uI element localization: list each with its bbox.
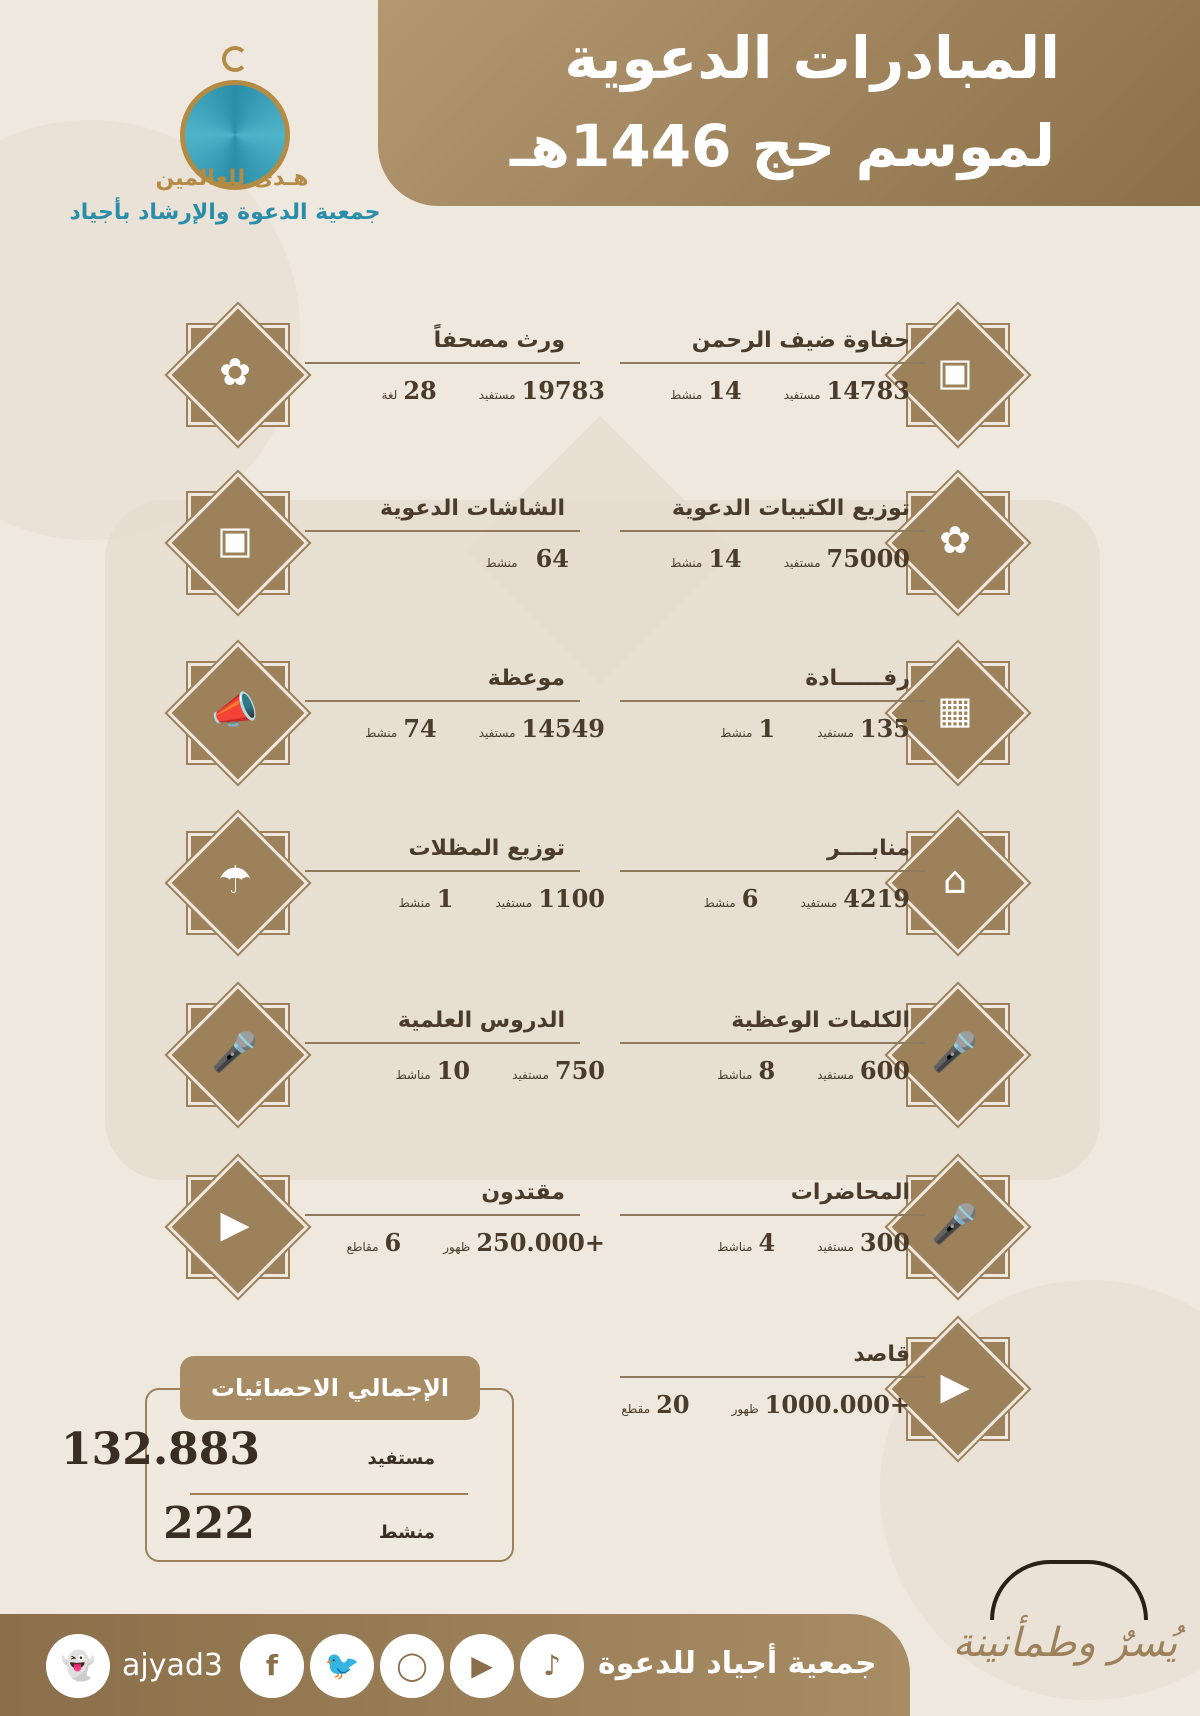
- tiktok-icon[interactable]: ♪: [520, 1634, 584, 1698]
- initiative-stats: [359, 714, 605, 746]
- initiative-title: مقتدون: [481, 1180, 565, 1205]
- initiative-card: [620, 310, 950, 430]
- divider-line: [305, 1042, 580, 1044]
- stat-secondary-value: 8: [758, 1056, 776, 1085]
- totals-beneficiaries-row: [60, 1424, 475, 1484]
- page-title: المبادرات الدعوية: [564, 24, 1060, 92]
- twitter-icon[interactable]: 🐦: [310, 1634, 374, 1698]
- stat-primary-value: 300: [859, 1228, 910, 1257]
- stat-secondary-value: 64: [535, 544, 569, 573]
- stat-secondary-unit: منشط: [365, 726, 398, 740]
- totals-activities-value: 222: [163, 1498, 255, 1549]
- initiative-card: [620, 818, 950, 938]
- stat-primary-value: 14783: [826, 376, 910, 405]
- slogan-logo: [950, 1560, 1180, 1690]
- stat-secondary-value: 28: [403, 376, 437, 405]
- initiative-card: [305, 990, 635, 1110]
- slogan-text: يُسرٌ وطمأنينة: [952, 1620, 1178, 1666]
- totals-divider: [190, 1493, 468, 1495]
- divider-line: [620, 1376, 925, 1378]
- stat-secondary-unit: مقطع: [621, 1402, 651, 1416]
- logo-name: هـدى للعالمين: [155, 166, 309, 191]
- initiative-title: المحاضرات: [790, 1180, 910, 1205]
- stat-secondary-unit: منشط: [670, 556, 703, 570]
- stat-secondary-value: 20: [656, 1390, 690, 1419]
- stat-secondary-unit: مناشط: [717, 1240, 753, 1254]
- initiative-stats: [664, 544, 910, 576]
- video-icon: ▶: [940, 1364, 970, 1408]
- page-subtitle: لموسم حج 1446هـ: [509, 112, 1055, 180]
- microphone-icon: 🎤: [931, 1030, 979, 1074]
- initiative-card: [620, 478, 950, 598]
- totals-beneficiaries-value: 132.883: [60, 1424, 260, 1475]
- initiative-title: الشاشات الدعوية: [379, 496, 565, 521]
- divider-line: [305, 1214, 580, 1216]
- initiative-title: ورث مصحفاً: [433, 328, 565, 353]
- star-badge: [170, 645, 300, 775]
- stat-secondary-unit: منشط: [670, 388, 703, 402]
- stat-secondary-unit: منشط: [703, 896, 736, 910]
- divider-line: [620, 530, 925, 532]
- initiative-card: [620, 1324, 950, 1444]
- stat-primary-unit: مستفيد: [478, 388, 516, 402]
- initiative-title: قاصد: [853, 1342, 910, 1367]
- stat-primary-unit: مستفيد: [817, 726, 854, 740]
- stat-secondary-unit: مناشط: [717, 1068, 753, 1082]
- microphone-icon: 🎤: [931, 1202, 979, 1246]
- initiative-title: الدروس العلمية: [397, 1008, 565, 1033]
- stat-secondary-unit: منشط: [720, 726, 753, 740]
- initiative-card: [620, 1162, 950, 1282]
- initiative-stats: [664, 376, 910, 408]
- stat-primary-value: 14549: [521, 714, 605, 743]
- star-badge: [170, 815, 300, 945]
- stat-secondary-unit: مناشط: [395, 1068, 431, 1082]
- totals-beneficiaries-label: مستفيد: [367, 1448, 435, 1469]
- microphone-icon: 🎤: [211, 1030, 259, 1074]
- instagram-icon[interactable]: ◯: [380, 1634, 444, 1698]
- initiative-stats: [393, 884, 605, 916]
- initiative-title: الكلمات الوعظية: [731, 1008, 910, 1033]
- stat-secondary-unit: منشط: [398, 896, 431, 910]
- initiative-title: موعظة: [487, 666, 565, 691]
- divider-line: [620, 700, 925, 702]
- divider-line: [620, 870, 925, 872]
- totals-activities-row: [163, 1498, 475, 1558]
- stat-secondary-unit: لغة: [381, 388, 398, 402]
- stat-primary-unit: مستفيد: [783, 388, 821, 402]
- megaphone-icon: 📣: [211, 688, 259, 732]
- divider-line: [305, 700, 580, 702]
- stat-secondary-unit: مقاطع: [346, 1240, 379, 1254]
- stat-primary-unit: مستفيد: [512, 1068, 549, 1082]
- stat-primary-value: 75000: [826, 544, 910, 573]
- kaaba-icon: ▣: [937, 350, 973, 394]
- initiative-stats: [479, 544, 605, 576]
- booklet-icon: ✿: [939, 518, 971, 562]
- stat-secondary-value: 6: [741, 884, 759, 913]
- divider-line: [620, 1042, 925, 1044]
- stat-secondary-value: 14: [708, 376, 742, 405]
- presentation-icon: ▦: [937, 688, 973, 732]
- logo: [40, 20, 381, 225]
- initiative-title: حفاوة ضيف الرحمن: [691, 328, 910, 353]
- initiative-title: توزيع المظلات: [408, 836, 565, 861]
- stat-primary-unit: مستفيد: [817, 1240, 854, 1254]
- stat-primary-value: 1100: [538, 884, 605, 913]
- initiative-stats: [340, 1228, 605, 1260]
- stat-primary-unit: ظهور: [731, 1402, 759, 1416]
- initiative-card: [620, 648, 950, 768]
- initiative-card: [305, 310, 635, 430]
- stat-primary-unit: مستفيد: [495, 896, 533, 910]
- initiative-stats: [714, 714, 910, 746]
- social-handle: ajyad3: [122, 1648, 223, 1683]
- monitor-icon: ▣: [217, 518, 253, 562]
- divider-line: [305, 870, 580, 872]
- crescent-icon: [222, 46, 248, 72]
- initiative-title: رفــــــادة: [805, 666, 910, 691]
- initiative-stats: [711, 1056, 910, 1088]
- stat-primary-unit: مستفيد: [478, 726, 516, 740]
- initiative-stats: [390, 1056, 605, 1088]
- initiative-stats: [375, 376, 605, 408]
- initiative-stats: [711, 1228, 910, 1260]
- stat-secondary-value: 1: [758, 714, 776, 743]
- initiative-card: [305, 818, 635, 938]
- totals-title: الإجمالي الاحصائيات: [180, 1356, 480, 1420]
- star-badge: [170, 987, 300, 1117]
- stat-secondary-value: 10: [436, 1056, 471, 1085]
- mosque-icon: ⌂: [942, 858, 968, 902]
- snapchat-icon[interactable]: 👻: [46, 1634, 110, 1698]
- stat-secondary-value: 74: [403, 714, 437, 743]
- stat-primary-unit: مستفيد: [817, 1068, 854, 1082]
- stat-primary-value: 135: [859, 714, 910, 743]
- initiative-card: [305, 648, 635, 768]
- stat-primary-value: +1000.000: [764, 1390, 910, 1419]
- quran-icon: ✿: [219, 350, 251, 394]
- star-badge: [170, 475, 300, 605]
- initiative-card: [305, 1162, 635, 1282]
- stat-secondary-unit: منشط: [485, 556, 518, 570]
- star-badge: [170, 307, 300, 437]
- stat-primary-value: 19783: [521, 376, 605, 405]
- stat-primary-unit: مستفيد: [800, 896, 838, 910]
- video-icon: ▶: [220, 1202, 250, 1246]
- initiative-title: منابــــر: [827, 836, 910, 861]
- initiative-card: [620, 990, 950, 1110]
- logo-org-name: جمعية الدعوة والإرشاد بأجياد: [69, 200, 381, 225]
- stat-secondary-value: 6: [384, 1228, 402, 1257]
- stat-secondary-value: 14: [708, 544, 742, 573]
- youtube-icon[interactable]: ▶: [450, 1634, 514, 1698]
- facebook-icon[interactable]: f: [240, 1634, 304, 1698]
- umbrella-icon: ☂: [217, 858, 253, 902]
- divider-line: [620, 1214, 925, 1216]
- initiative-card: [305, 478, 635, 598]
- arch-icon: [990, 1560, 1148, 1620]
- stat-primary-value: 4219: [843, 884, 910, 913]
- initiative-title: توزيع الكتيبات الدعوية: [671, 496, 910, 521]
- footer-org-name: جمعية أجياد للدعوة: [598, 1646, 877, 1681]
- divider-line: [305, 362, 580, 364]
- stat-primary-value: 750: [554, 1056, 605, 1085]
- divider-line: [305, 530, 580, 532]
- initiative-stats: [698, 884, 910, 916]
- stat-secondary-value: 4: [758, 1228, 776, 1257]
- stat-secondary-value: 1: [436, 884, 454, 913]
- initiative-stats: [615, 1390, 910, 1422]
- stat-primary-value: +250.000: [476, 1228, 605, 1257]
- stat-primary-value: 600: [859, 1056, 910, 1085]
- divider-line: [620, 362, 925, 364]
- stat-primary-unit: ظهور: [443, 1240, 471, 1254]
- stat-primary-unit: مستفيد: [783, 556, 821, 570]
- totals-activities-label: منشط: [378, 1522, 435, 1543]
- star-badge: [170, 1159, 300, 1289]
